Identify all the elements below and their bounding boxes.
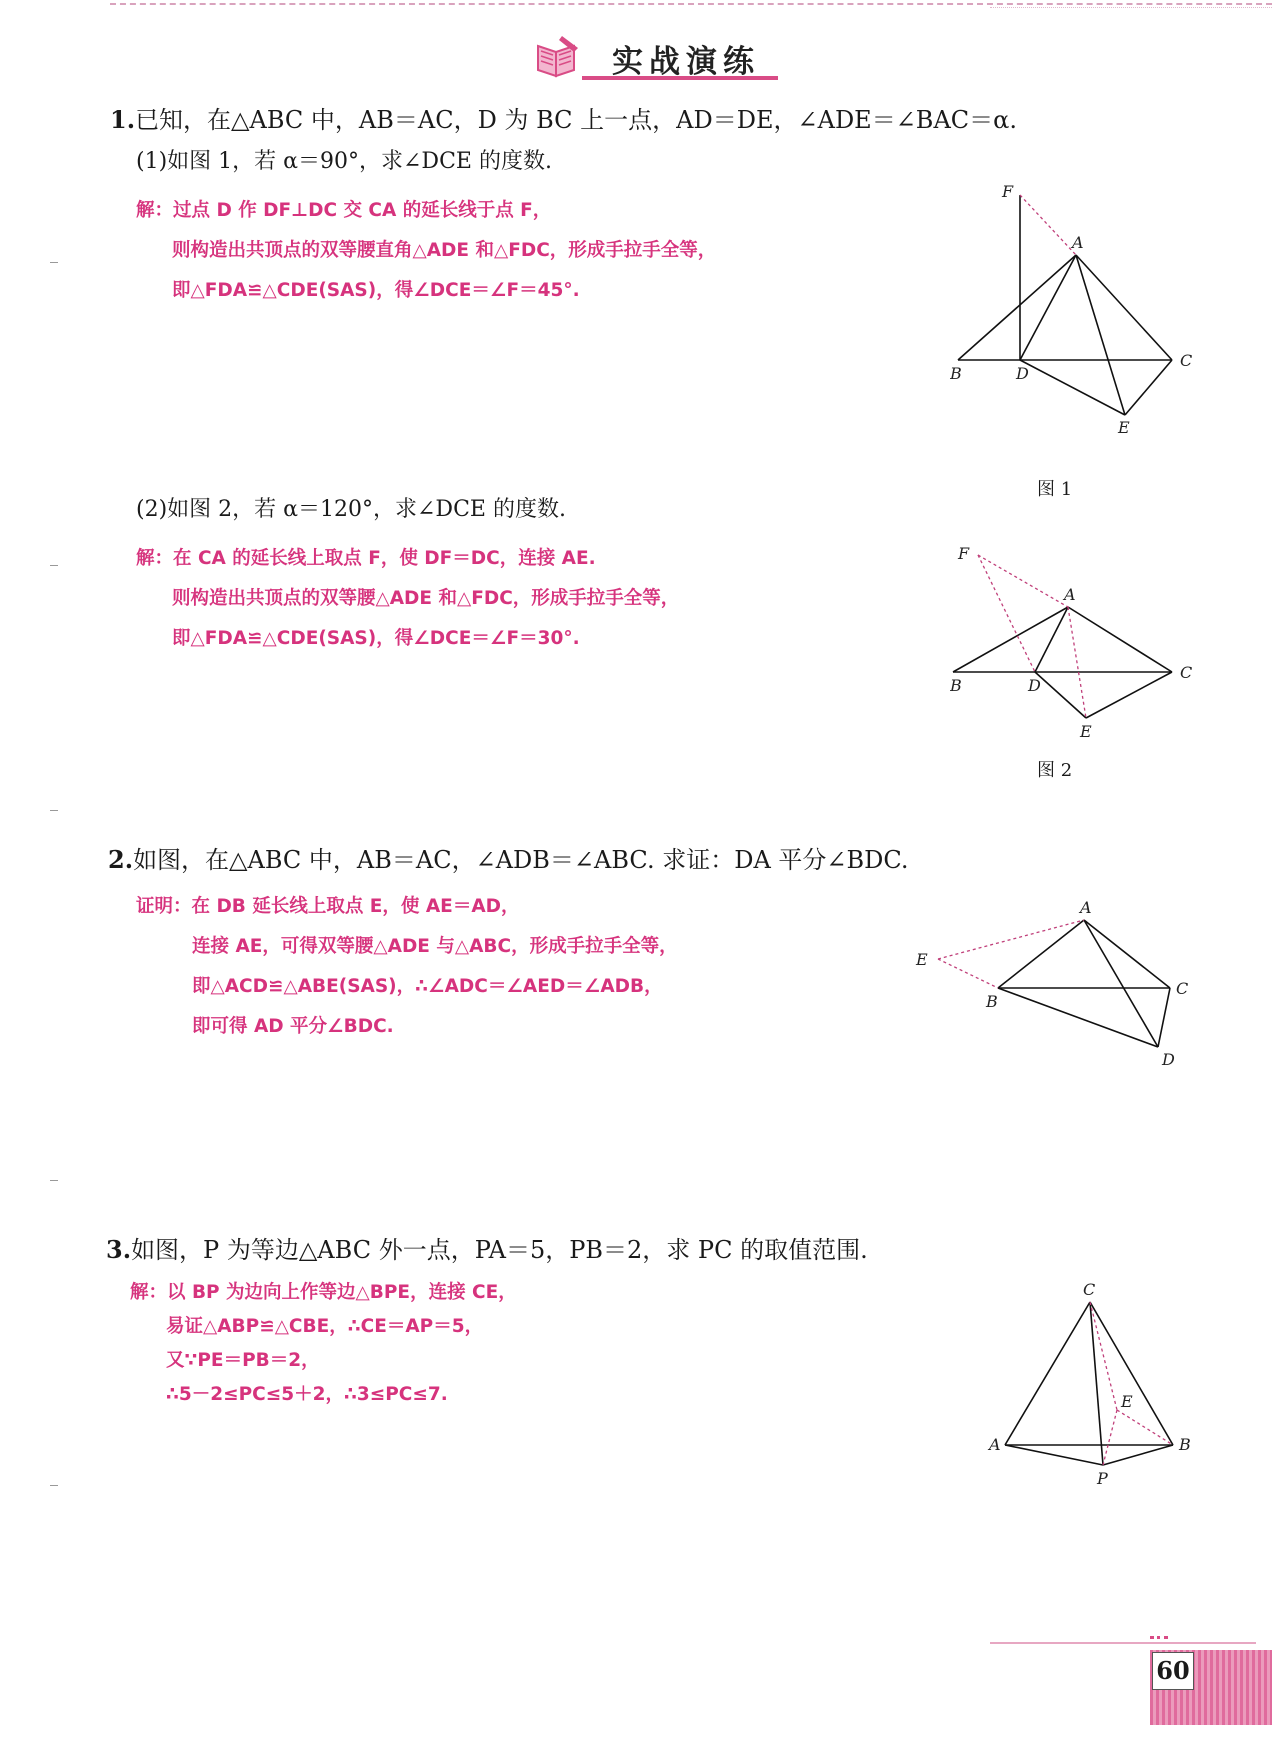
- dashed-segment-ep: [1103, 1410, 1117, 1465]
- margin-mark: [50, 565, 58, 566]
- problem-number: 3.: [106, 1235, 132, 1264]
- figure-1: [950, 185, 1220, 449]
- problem-2-stem: [108, 840, 909, 875]
- dashed-segment-fa: [978, 555, 1068, 607]
- label-c: C: [1083, 1280, 1096, 1299]
- figure-3: [910, 895, 1200, 1074]
- top-dotted-border: [990, 7, 1272, 8]
- figure-1-caption: 图 1: [1037, 479, 1073, 500]
- problem-3-stem: [106, 1230, 868, 1265]
- label-p: P: [1097, 1469, 1108, 1488]
- label-d: D: [1016, 364, 1029, 383]
- problem-number: 1.: [110, 105, 136, 134]
- top-dashed-border: [110, 3, 1272, 5]
- label-a: A: [1080, 898, 1092, 917]
- label-b: B: [1179, 1435, 1191, 1454]
- label-c: C: [1180, 351, 1193, 370]
- label-f: F: [1002, 185, 1014, 201]
- dashed-segment-fa: [1020, 195, 1076, 255]
- page-number: 60: [1152, 1652, 1194, 1690]
- segment-ac: [1076, 255, 1172, 360]
- label-c: C: [1176, 979, 1189, 998]
- segment-ad: [1084, 920, 1158, 1047]
- problem-text: 如图，在△ABC 中，AB＝AC，∠ADB＝∠ABC. 求证：DA 平分∠BDC.: [133, 846, 909, 874]
- segment-ac: [1068, 607, 1172, 672]
- margin-mark: [50, 1180, 58, 1181]
- segment-cb: [1090, 1302, 1173, 1445]
- segment-de: [1020, 360, 1125, 415]
- dashed-segment-fd: [978, 555, 1035, 672]
- label-e: E: [1118, 418, 1130, 437]
- figure-2-caption: 图 2: [1037, 760, 1073, 781]
- problem-1-part-1-question: (1)如图 1，若 α＝90°，求∠DCE 的度数.: [136, 149, 552, 174]
- segment-pb: [1103, 1445, 1173, 1465]
- segment-da: [1020, 255, 1076, 360]
- problem-text: 已知，在△ABC 中，AB＝AC，D 为 BC 上一点，AD＝DE，∠ADE＝∠BAC＝α.: [135, 106, 1017, 134]
- segment-ap: [1005, 1445, 1103, 1465]
- solution-line: 解：过点 D 作 DF⊥DC 交 CA 的延长线于点 F，: [136, 200, 552, 221]
- solution-line: 又∵PE＝PB＝2，: [166, 1350, 320, 1371]
- problem-1-stem: [110, 100, 1017, 135]
- solution-line: 则构造出共顶点的双等腰直角△ADE 和△FDC，形成手拉手全等，: [172, 240, 717, 261]
- segment-ac: [1084, 920, 1170, 988]
- solution-line: 证明：在 DB 延长线上取点 E，使 AE＝AD，: [136, 896, 520, 917]
- segment-ae: [1076, 255, 1125, 415]
- solution-line: 解：在 CA 的延长线上取点 F，使 DF＝DC，连接 AE.: [136, 548, 596, 569]
- figure-4: [985, 1280, 1205, 1504]
- label-f: F: [958, 545, 970, 563]
- dashed-segment-eb: [1117, 1410, 1173, 1445]
- label-e: E: [1080, 722, 1092, 741]
- problem-1-part-2-question: (2)如图 2，若 α＝120°，求∠DCE 的度数.: [136, 497, 566, 522]
- margin-mark: [50, 810, 58, 811]
- label-b: B: [950, 364, 962, 383]
- book-icon: [532, 32, 584, 80]
- solution-line: 即△FDA≌△CDE(SAS)，得∠DCE＝∠F＝45°.: [172, 280, 580, 301]
- segment-cd: [1158, 988, 1170, 1047]
- label-a: A: [1064, 585, 1076, 604]
- solution-line: 易证△ABP≌△CBE，∴CE＝AP＝5，: [166, 1316, 484, 1337]
- footer-line: [990, 1642, 1256, 1644]
- label-a: A: [1072, 233, 1084, 252]
- solution-line: ∴5－2≤PC≤5＋2，∴3≤PC≤7.: [166, 1384, 448, 1405]
- segment-ba: [958, 255, 1076, 360]
- solution-line: 即可得 AD 平分∠BDC.: [192, 1016, 394, 1037]
- label-e: E: [1121, 1392, 1133, 1411]
- dashed-segment-ae: [1068, 607, 1086, 718]
- dashed-segment-ea: [938, 920, 1084, 959]
- segment-ac: [1005, 1302, 1090, 1445]
- problem-text: 如图，P 为等边△ABC 外一点，PA＝5，PB＝2，求 PC 的取值范围.: [131, 1236, 868, 1264]
- solution-line: 连接 AE，可得双等腰△ADE 与△ABC，形成手拉手全等，: [192, 936, 678, 957]
- problem-number: 2.: [108, 845, 134, 874]
- label-a: A: [989, 1435, 1001, 1454]
- segment-bd: [998, 988, 1158, 1047]
- segment-ce: [1086, 672, 1172, 718]
- segment-ba: [998, 920, 1084, 988]
- solution-line: 即△FDA≌△CDE(SAS)，得∠DCE＝∠F＝30°.: [172, 628, 580, 649]
- label-d: D: [1028, 676, 1041, 695]
- section-title: 实战演练: [612, 44, 760, 80]
- problem-2-solution: [136, 887, 678, 1047]
- footer-dots: [1150, 1636, 1168, 1639]
- margin-mark: [50, 262, 58, 263]
- segment-de: [1035, 672, 1086, 718]
- solution-line: 则构造出共顶点的双等腰△ADE 和△FDC，形成手拉手全等，: [172, 588, 680, 609]
- problem-3-solution: [130, 1276, 517, 1412]
- margin-mark: [50, 1485, 58, 1486]
- solution-line: 即△ACD≌△ABE(SAS)，∴∠ADC＝∠AED＝∠ADB，: [192, 976, 663, 997]
- label-b: B: [950, 676, 962, 695]
- label-e: E: [916, 950, 928, 969]
- problem-1-part-2-solution: [136, 539, 679, 659]
- label-d: D: [1162, 1050, 1175, 1069]
- figure-2: [950, 545, 1220, 759]
- dashed-segment-eb: [938, 959, 998, 988]
- label-b: B: [986, 992, 998, 1011]
- section-header: [532, 32, 780, 80]
- segment-ce: [1125, 360, 1172, 415]
- problem-1-part-1-solution: [136, 191, 716, 311]
- label-c: C: [1180, 663, 1193, 682]
- solution-line: 解：以 BP 为边向上作等边△BPE，连接 CE，: [130, 1282, 517, 1303]
